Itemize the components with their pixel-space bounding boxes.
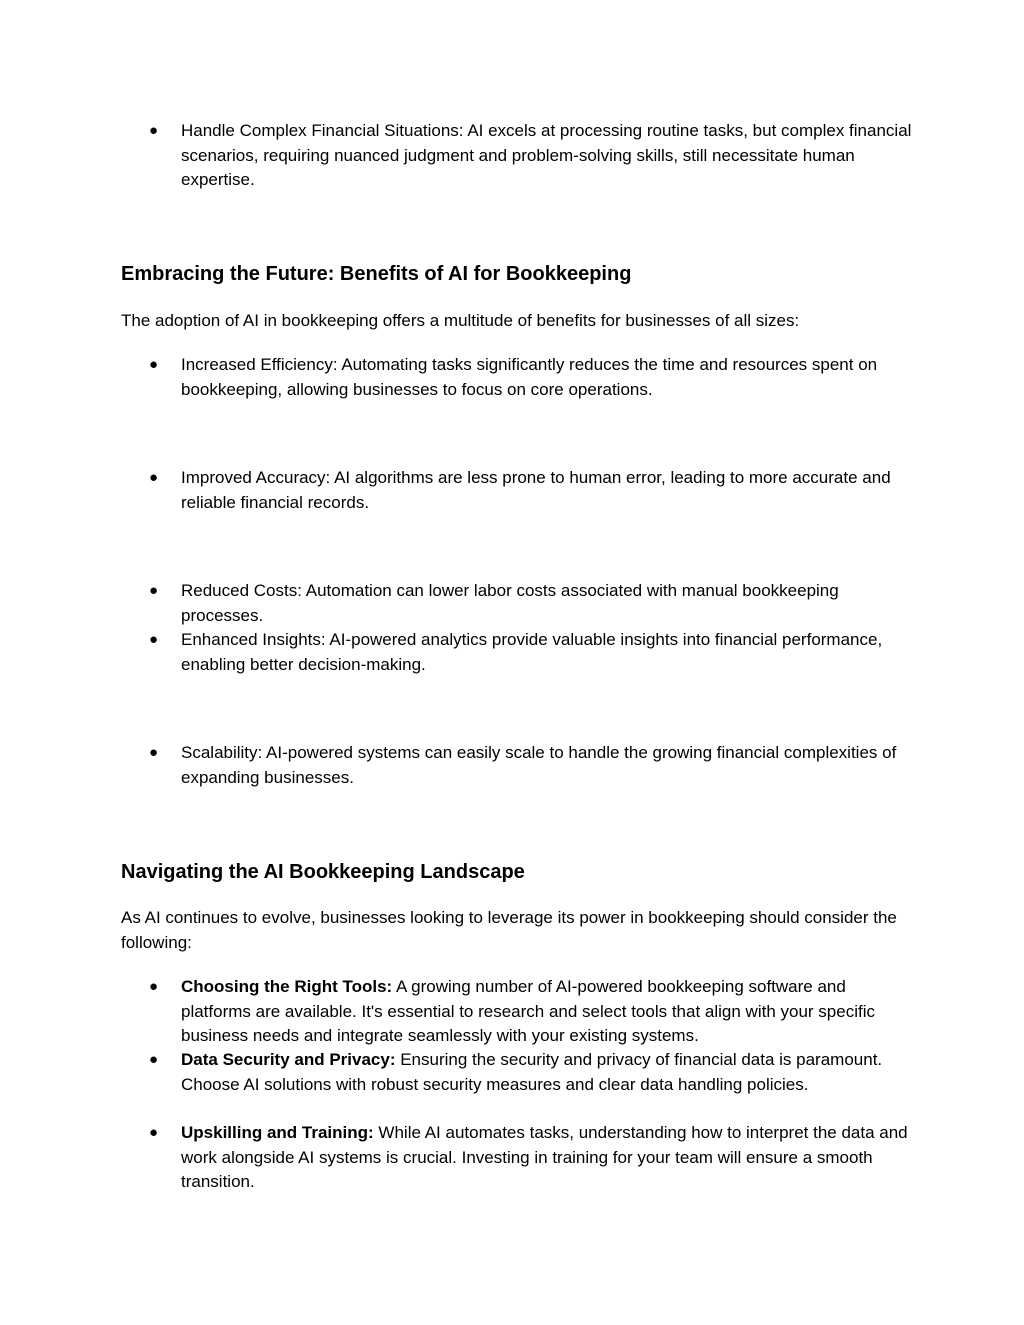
- list-item-label: Data Security and Privacy:: [181, 1050, 396, 1069]
- list-item: [149, 119, 916, 193]
- bullet-icon: ●: [149, 1051, 159, 1068]
- bullet-icon: ●: [149, 631, 159, 648]
- list-item-text: Scalability: AI-powered systems can easily scale to handle the growing financial complexities of expanding businesses.: [181, 743, 897, 787]
- bullet-icon: ●: [149, 356, 159, 373]
- list-item-text: Handle Complex Financial Situations: AI excels at processing routine tasks, but complex financial scenarios, requiring nuanced judgment and problem-solving skills, still necessitate human expertise.: [181, 121, 912, 189]
- list-item-text: While AI automates tasks, understanding how to interpret the data and work alongside AI systems is crucial. Investing in training for your team will ensure a smooth transition.: [181, 1123, 908, 1191]
- list-item: [149, 579, 916, 628]
- list-item-text: Ensuring the security and privacy of financial data is paramount. Choose AI solutions with robust security measures and clear data handling policies.: [181, 1050, 883, 1094]
- list-item-label: Choosing the Right Tools:: [181, 977, 393, 996]
- list-item-label: Upskilling and Training:: [181, 1123, 374, 1142]
- list-item-text: Improved Accuracy: AI algorithms are less prone to human error, leading to more accurate and reliable financial records.: [181, 468, 891, 512]
- section-heading-landscape: Navigating the AI Bookkeeping Landscape: [121, 861, 525, 883]
- benefits-intro: The adoption of AI in bookkeeping offers a multitude of benefits for businesses of all sizes:: [121, 311, 800, 330]
- list-item: [149, 975, 916, 1049]
- list-item: [149, 741, 916, 790]
- bullet-icon: ●: [149, 469, 159, 486]
- bullet-icon: ●: [149, 122, 159, 139]
- list-item-text: Enhanced Insights: AI-powered analytics provide valuable insights into financial performance, enabling better decision-making.: [181, 630, 883, 674]
- list-item: [149, 353, 916, 402]
- list-item: [149, 1048, 916, 1097]
- list-item: [149, 1121, 916, 1195]
- list-item-text: Increased Efficiency: Automating tasks significantly reduces the time and resources spent on bookkeeping, allowing businesses to focus on core operations.: [181, 355, 878, 399]
- landscape-intro: As AI continues to evolve, businesses looking to leverage its power in bookkeeping should consider the following:: [121, 908, 897, 952]
- bullet-icon: ●: [149, 582, 159, 599]
- section-heading-benefits: Embracing the Future: Benefits of AI for Bookkeeping: [121, 263, 632, 285]
- bullet-icon: ●: [149, 978, 159, 995]
- bullet-icon: ●: [149, 1124, 159, 1141]
- list-item: [149, 466, 916, 515]
- list-item: [149, 628, 916, 677]
- list-item-text: Reduced Costs: Automation can lower labor costs associated with manual bookkeeping processes.: [181, 581, 839, 625]
- list-item-text: A growing number of AI-powered bookkeeping software and platforms are available. It's essential to research and select tools that align with your specific business needs and integrate seamlessly with your existing systems.: [181, 977, 875, 1045]
- bullet-icon: ●: [149, 744, 159, 761]
